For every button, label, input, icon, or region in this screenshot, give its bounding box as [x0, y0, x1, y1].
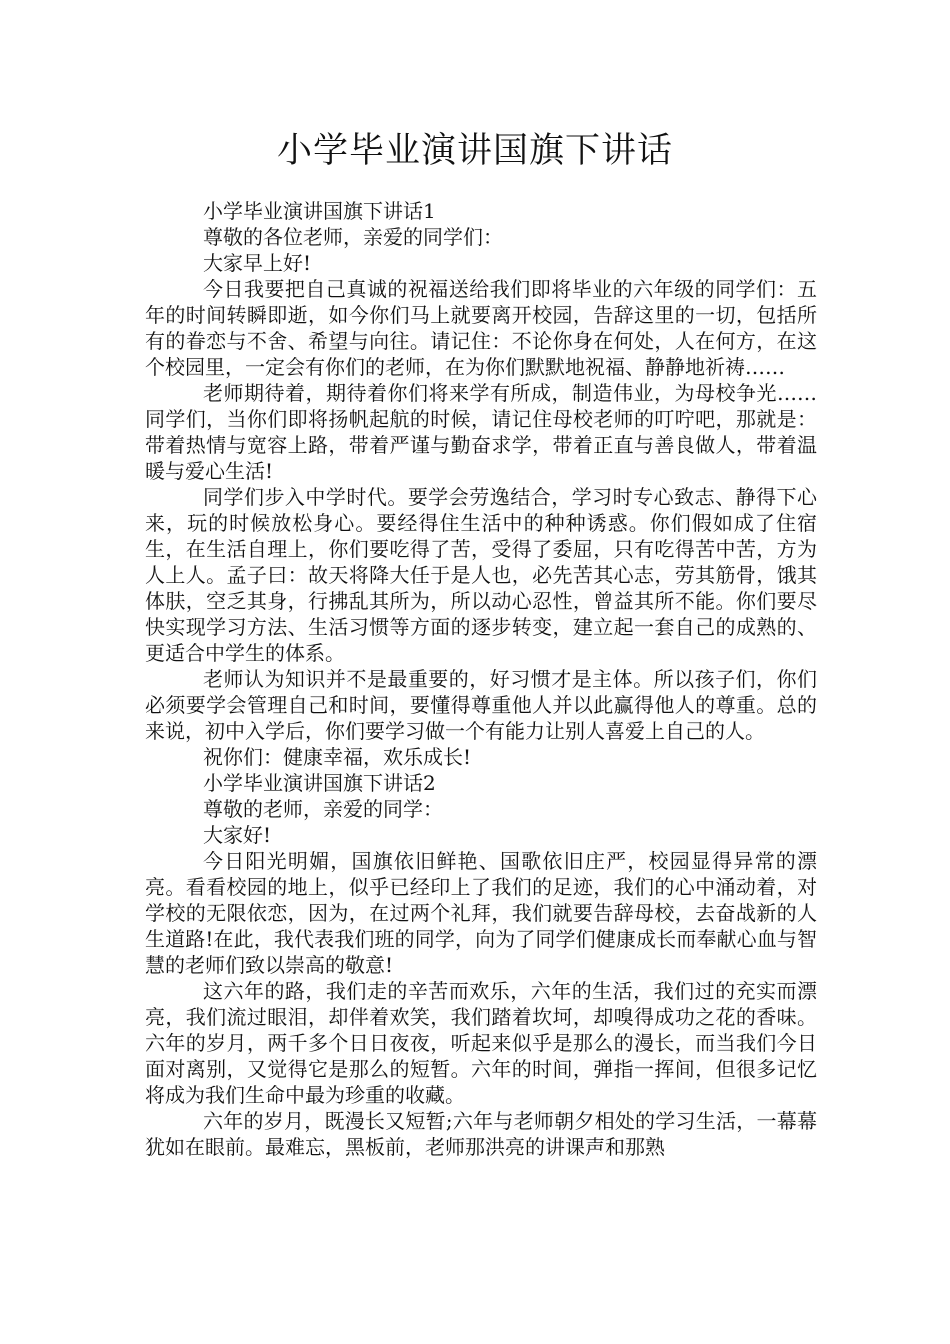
greeting: 大家好! — [203, 823, 272, 847]
body-paragraph: 六年的岁月，既漫长又短暂;六年与老师朝夕相处的学习生活，一幕幕犹如在眼前。最难忘，黑板前，老师那洪亮的讲课声和那熟 — [145, 1109, 817, 1159]
document-body — [145, 198, 817, 1160]
document-title: 小学毕业演讲国旗下讲话 — [276, 131, 673, 171]
body-paragraph: 老师期待着，期待着你们将来学有所成，制造伟业，为母校争光……同学们，当你们即将扬帆起航的时候，请记住母校老师的叮咛吧，那就是：带着热情与宽容上路，带着严谨与勤奋求学，带着正直与善良做人，带着温暖与爱心生活! — [145, 381, 817, 483]
greeting: 大家早上好! — [203, 251, 312, 275]
section-heading-2: 小学毕业演讲国旗下讲话2 — [203, 771, 436, 795]
salutation: 尊敬的各位老师，亲爱的同学们： — [203, 225, 503, 249]
section-heading-1: 小学毕业演讲国旗下讲话1 — [203, 199, 436, 223]
salutation: 尊敬的老师，亲爱的同学： — [203, 797, 443, 821]
body-paragraph: 老师认为知识并不是最重要的，好习惯才是主体。所以孩子们，你们必须要学会管理自己和时间，要懂得尊重他人并以此赢得他人的尊重。总的来说，初中入学后，你们要学习做一个有能力让别人喜爱上自己的人。 — [145, 667, 817, 743]
closing-line: 祝你们：健康幸福，欢乐成长! — [203, 745, 472, 769]
body-paragraph: 今日阳光明媚，国旗依旧鲜艳、国歌依旧庄严，校园显得异常的漂亮。看看校园的地上，似乎已经印上了我们的足迹，我们的心中涌动着，对学校的无限依恋，因为，在过两个礼拜，我们就要告辞母校，去奋战新的人生道路!在此，我代表我们班的同学，向为了同学们健康成长而奉献心血与智慧的老师们致以崇高的敬意! — [145, 849, 817, 977]
body-paragraph: 同学们步入中学时代。要学会劳逸结合，学习时专心致志、静得下心来，玩的时候放松身心。要经得住生活中的种种诱惑。你们假如成了住宿生，在生活自理上，你们要吃得了苦，受得了委屈，只有吃得苦中苦，方为人上人。孟子曰：故天将降大任于是人也，必先苦其心志，劳其筋骨，饿其体肤，空乏其身，行拂乱其所为，所以动心忍性，曾益其所不能。你们要尽快实现学习方法、生活习惯等方面的逐步转变，建立起一套自己的成熟的、更适合中学生的体系。 — [145, 485, 817, 665]
body-paragraph: 今日我要把自己真诚的祝福送给我们即将毕业的六年级的同学们：五年的时间转瞬即逝，如今你们马上就要离开校园，告辞这里的一切，包括所有的眷恋与不舍、希望与向往。请记住：不论你身在何处，人在何方，在这个校园里，一定会有你们的老师，在为你们默默地祝福、静静地祈祷…… — [145, 277, 817, 379]
body-paragraph: 这六年的路，我们走的辛苦而欢乐，六年的生活，我们过的充实而漂亮，我们流过眼泪，却伴着欢笑，我们踏着坎坷，却嗅得成功之花的香味。六年的岁月，两千多个日日夜夜，听起来似乎是那么的漫长，而当我们今日面对离别，又觉得它是那么的短暂。六年的时间，弹指一挥间，但很多记忆将成为我们生命中最为珍重的收藏。 — [145, 979, 817, 1107]
